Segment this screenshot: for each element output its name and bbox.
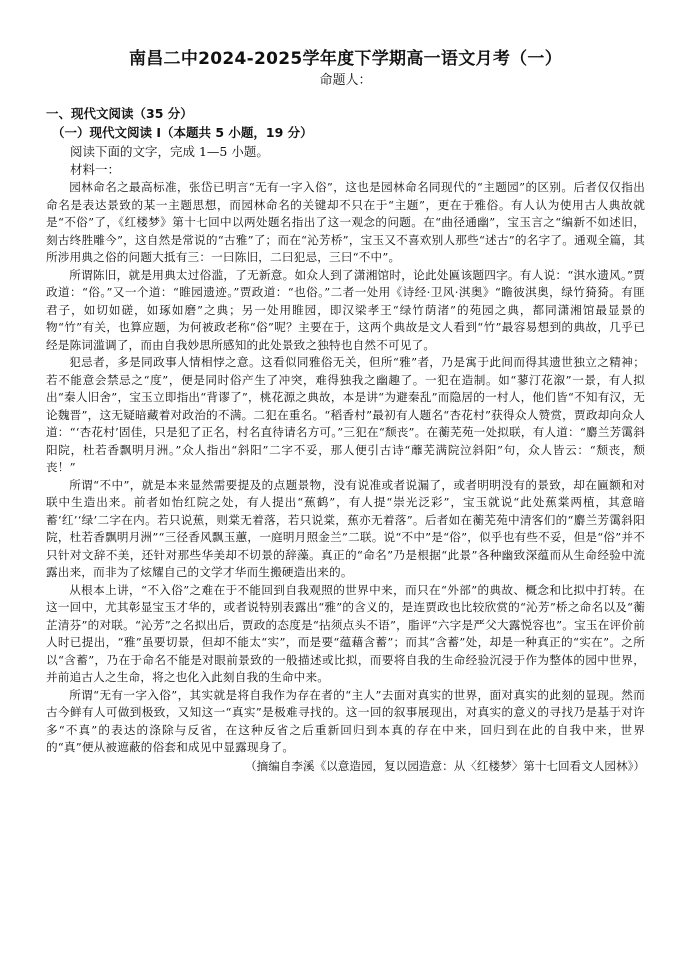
section-heading: 一、现代文阅读（35 分） bbox=[46, 106, 193, 121]
paragraph-5: 从根本上讲，“不入俗”之难在于不能回到自我观照的世界中来，而只在“外部”的典故、概念和比拟中打转。在这一回中，尤其彰显宝玉才华的，或者说特别表露出“雅”的含义的，是连贾政也比较欣赏的“沁芳”桥之命名以及“蘅芷清芬”的对联。“沁芳”之名拟出后，贾政的态度是“拈须点头不语”，脂评“六字是严父大露悦容也”。宝玉在评价前人时已提出，“雅”虽要切景，但却不能太“实”，而是要“蕴藉含蓄”；而其“含蓄”处，却是一种真正的“实在”。之所以“含蓄”，乃在于命名不能是对眼前景致的一般描述或比拟，而要将自我的生命经验沉浸于作为整体的园中世界，并前追古人之生命，将之也化入此刻自我的生命中来。 bbox=[46, 582, 645, 684]
paragraph-4: 所谓“不中”，就是本来显然需要提及的点题景物，没有说准或者说漏了，或者明明没有的景致，却在匾额和对联中生造出来。前者如怡红院之处，有人提出“蕉鹤”，有人提“崇光泛彩”，宝玉就说“此处蕉棠两植，其意暗蓄‘红’‘绿’二字在内。若只说蕉，则棠无着落，若只说棠，蕉亦无着落”。后者如在蘅芜苑中清客们的“麝兰芳霭斜阳院，杜若香飘明月洲”“三径香风飘玉蕙，一庭明月照金兰”二联。说“不中”是“俗”，似乎也有些不妥，但是“俗”并不只针对文辞不美，还针对那些华美却不切景的辞藻。真正的“命名”乃是根据“此景”各种幽致深蕴而从生命经验中流露出来，而非为了炫耀自己的文学才华而生搬硬造出来的。 bbox=[46, 477, 645, 579]
paragraph-3: 犯忌者，多是同政事人情相悖之意。这看似同雅俗无关，但所“雅”者，乃是寓于此间而得其遗世独立之精神；若不能意会禁忌之“度”，便是同时俗产生了冲突，难得独我之幽趣了。一犯在造制。如“蓼汀花溆”一景，有人拟出“秦人旧舍”，宝玉立即指出“背谬了”，桃花源之典故，本是讲“为避秦乱”而隐居的一村人，他们皆“不知有汉，无论魏晋”，这无疑暗藏着对政治的不满。二犯在重名。“稻香村”最初有人题名“杏花村”获得众人赞赏，贾政却向众人道：“‘杏花村’固佳，只是犯了正名，村名直待请名方可。”三犯在“颓丧”。在蘅芜苑一处拟联，有人道：“麝兰芳霭斜阳院，杜若香飘明月洲。”众人指出“斜阳”二字不妥，那人便引古诗“蘼芜满院泣斜阳”句，众人皆云：“颓丧，颓丧！” bbox=[46, 355, 645, 474]
author-label: 命题人： bbox=[319, 73, 372, 88]
exam-title: 南昌二中2024-2025学年度下学期高一语文月考（一） bbox=[128, 49, 563, 69]
paragraph-2: 所谓陈旧，就是用典太过俗滥，了无新意。如众人到了潇湘馆时，论此处匾该题四字。有人说：“淇水遗风。”贾政道：“俗。”又一个道：“睢园遗迹。”贾政道：“也俗。”二者一处用《诗经·卫风·淇奥》“瞻彼淇奥，绿竹猗猗。有匪君子，如切如磋，如琢如磨”之典；另一处用睢园，即汉梁孝王“绿竹荫渚”的苑园之典，都同潇湘馆最显景的物“竹”有关，也算应题，为何被政老称“俗”呢？主要在于，这两个典故是文人看到“竹”最容易想到的典故，几乎已经是陈词滥调了，而由自我妙思所感知的此处景致之独特也自然不可见了。 bbox=[46, 267, 645, 352]
article-body bbox=[46, 179, 645, 757]
instruction-text: 阅读下面的文字，完成 1—5 小题。 bbox=[70, 144, 269, 159]
material-label: 材料一： bbox=[70, 162, 121, 177]
subsection-heading: （一）现代文阅读 I（本题共 5 小题，19 分） bbox=[52, 125, 313, 140]
paragraph-6: 所谓“无有一字入俗”，其实就是将自我作为存在者的“主人”去面对真实的世界，面对真实的此刻的显现。然而古今鲜有人可做到极致，又知这一“真实”是极难寻找的。这一回的叙事展现出，对真实的意义的寻找乃是基于对许多“不真”的表达的涤除与反省，在这种反省之后重新回归到本真的存在中来，回归到在此的自我中来，世界的“真”便从被遮蔽的俗套和成见中显露现身了。 bbox=[46, 687, 645, 754]
paragraph-1: 园林命名之最高标准，张岱已明言“无有一字入俗”，这也是园林命名同现代的“主题园”的区别。后者仅仅指出命名是表达景致的某一主题思想，而园林命名的关键却不只在于“主题”，更在于雅俗。有人认为使用古人典故就是“不俗”了，《红楼梦》第十七回中以两处题名指出了这一观念的问题。在“曲径通幽”，宝玉言之“编新不如述旧，刻古终胜雕今”，这自然是常说的“古雅”了；而在“沁芳桥”，宝玉又不喜欢别人那些“述古”的名字了。通观全篇，其所涉用典之俗的问题大抵有三：一曰陈旧，二曰犯忌，三曰“不中”。 bbox=[46, 180, 645, 264]
source-citation: （摘编自李溪《以意造园，复以园造意：从〈红楼梦〉第十七回看文人园林》） bbox=[245, 758, 645, 773]
